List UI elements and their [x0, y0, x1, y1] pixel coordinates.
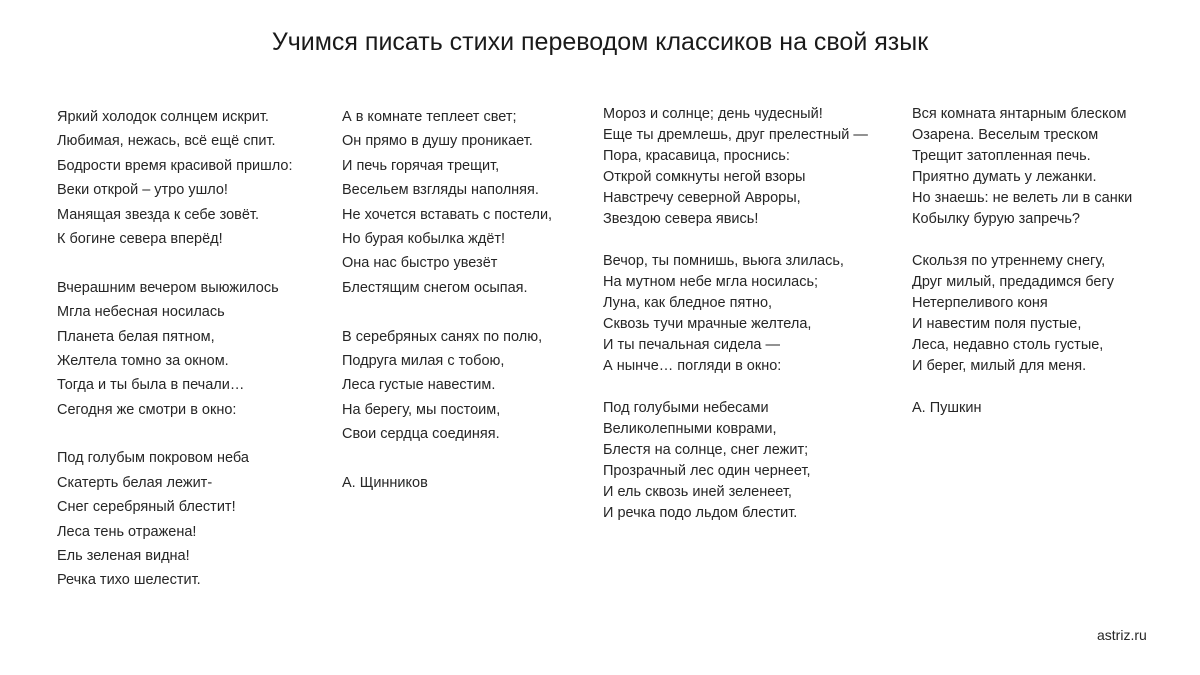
poem-line: И берег, милый для меня. [912, 358, 1087, 374]
stanza [57, 276, 292, 422]
poem-line: Ель зеленая видна! [57, 548, 190, 565]
poem-line: Веки открой – утро ушло! [57, 182, 228, 199]
poem-line: Вчерашним вечером выюжилось [57, 279, 279, 296]
poem-line: Мгла небесная носилась [57, 304, 225, 321]
stanza [912, 398, 1132, 419]
poem-line: На берегу, мы постоим, [342, 401, 501, 418]
poem-line: Озарена. Веселым треском [912, 127, 1099, 143]
poem-column-1 [57, 105, 292, 617]
poem-line: Нетерпеливого коня [912, 295, 1048, 311]
poem-line: Вся комната янтарным блеском [912, 106, 1127, 122]
stanza [57, 105, 292, 251]
poem-line: И ты печальная сидела — [603, 337, 781, 353]
poem-line: А. Щинников [342, 474, 428, 491]
poem-line: Под голубыми небесами [603, 400, 769, 416]
poem-line: Любимая, нежась, всё ещё спит. [57, 133, 276, 150]
poem-line: Друг милый, предадимся бегу [912, 274, 1114, 290]
poem-line: Навстречу северной Авроры, [603, 190, 801, 206]
poem-line: Снег серебряный блестит! [57, 499, 236, 516]
poem-line: Весельем взгляды наполняя. [342, 182, 539, 199]
stanza [912, 251, 1132, 377]
poem-line: А в комнате теплеет свет; [342, 109, 517, 125]
poem-line: Желтела томно за окном. [57, 352, 229, 369]
poem-line: Прозрачный лес один чернеет, [603, 463, 811, 479]
poem-line: Свои сердца соединяя. [342, 426, 500, 443]
poem-line: Пора, красавица, проснись: [603, 148, 790, 164]
poem-line: И речка подо льдом блестит. [603, 505, 798, 521]
poem-line: Он прямо в душу проникает. [342, 133, 533, 150]
stanza [342, 325, 552, 447]
stanza [912, 104, 1132, 230]
poem-line: Скатерть белая лежит- [57, 474, 213, 491]
poem-line: Но знаешь: не велеть ли в санки [912, 190, 1133, 206]
poem-line: Леса, недавно столь густые, [912, 337, 1104, 353]
poem-line: Блестящим снегом осыпая. [342, 279, 528, 296]
poem-line: Блестя на солнце, снег лежит; [603, 442, 809, 458]
stanza [603, 104, 868, 230]
page-title: Учимся писать стихи переводом классиков на свой язык [271, 28, 929, 56]
site-watermark: astriz.ru [1097, 627, 1147, 643]
poem-line: Планета белая пятном, [57, 328, 215, 345]
poem-line: Кобылку бурую запречь? [912, 211, 1080, 227]
poem-line: Звездою севера явись! [603, 211, 759, 227]
poem-line: А. Пушкин [912, 400, 982, 416]
poem-column-2 [342, 105, 552, 520]
poem-line: А нынче… погляди в окно: [603, 358, 782, 374]
poem-line: Манящая звезда к себе зовёт. [57, 206, 259, 223]
poem-line: В серебряных санях по полю, [342, 328, 543, 345]
poem-line: И печь горячая трещит, [342, 157, 500, 174]
poem-line: И навестим поля пустые, [912, 316, 1082, 332]
poem-line: Сегодня же смотри в окно: [57, 401, 237, 418]
poem-line: Подруга милая с тобою, [342, 352, 505, 369]
poem-line: Скользя по утреннему снегу, [912, 253, 1106, 269]
poem-line: Под голубым покровом неба [57, 450, 249, 467]
stanza [342, 471, 552, 495]
stanza [603, 251, 868, 377]
poem-line: Трещит затопленная печь. [912, 148, 1091, 164]
poem-line: Открой сомкнуты негой взоры [603, 169, 806, 185]
poem-line: Мороз и солнце; день чудесный! [603, 106, 823, 122]
poem-line: Великолепными коврами, [603, 421, 777, 437]
poem-line: Еще ты дремлешь, друг прелестный — [603, 127, 868, 143]
poem-line: Бодрости время красивой пришло: [57, 157, 293, 174]
poem-column-4 [912, 104, 1132, 440]
poem-line: Яркий холодок солнцем искрит. [57, 109, 269, 125]
poem-line: Сквозь тучи мрачные желтела, [603, 316, 812, 332]
poem-line: К богине севера вперёд! [57, 230, 223, 247]
stanza [342, 105, 552, 300]
poem-line: Она нас быстро увезёт [342, 255, 498, 272]
poem-line: Тогда и ты была в печали… [57, 377, 245, 394]
poem-line: Леса тень отражена! [57, 523, 197, 540]
poem-line: Луна, как бледное пятно, [603, 295, 773, 311]
poem-line: Вечор, ты помнишь, вьюга злилась, [603, 253, 844, 269]
stanza [603, 398, 868, 524]
poem-line: Не хочется вставать с постели, [342, 206, 553, 223]
poem-line: Леса густые навестим. [342, 377, 496, 394]
poem-line: На мутном небе мгла носилась; [603, 274, 819, 290]
poem-line: Речка тихо шелестит. [57, 572, 201, 589]
stanza [57, 446, 292, 592]
poem-line: Приятно думать у лежанки. [912, 169, 1097, 185]
poem-line: Но бурая кобылка ждёт! [342, 230, 506, 247]
poem-column-3 [603, 104, 868, 545]
poem-line: И ель сквозь иней зеленеет, [603, 484, 792, 500]
